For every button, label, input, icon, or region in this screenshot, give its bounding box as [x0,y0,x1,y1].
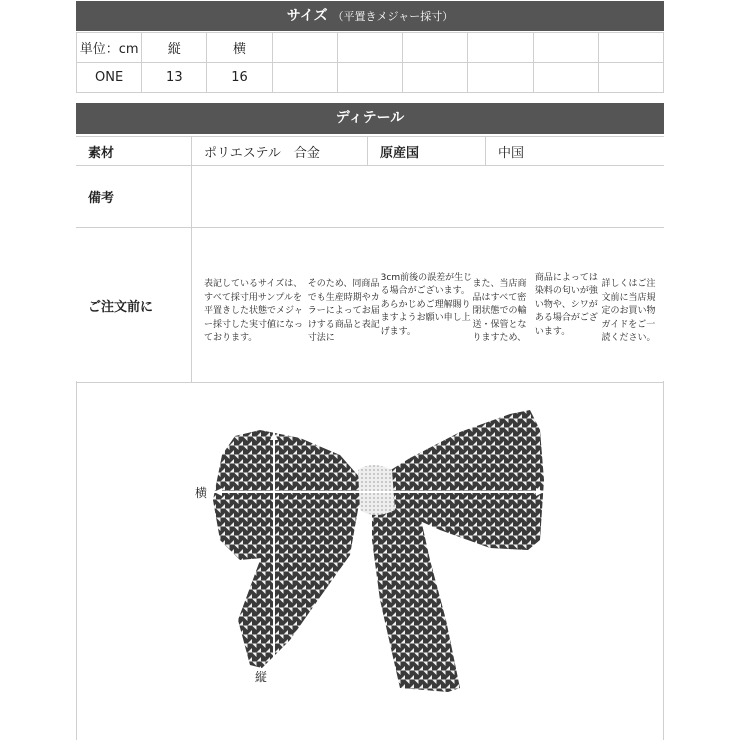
notice-line: また、当店商品はすべて密閉状態での輸送・保管となりますため、 [472,279,527,344]
height-label: 縦 [255,670,268,684]
notice-label: ご注文前に [76,228,192,382]
size-cell-name: ONE [77,63,142,93]
detail-title: ディテール [335,110,405,126]
height-arrow-bottom-icon [270,672,278,680]
origin-value: 中国 [498,145,525,161]
notice-line: 詳しくはご注文前に当店規定のお買い物ガイドをご一読ください。 [601,279,656,344]
remarks-label: 備考 [76,166,192,227]
notice-line: 3cm前後の誤差が生じる場合がございます。あらかじめご理解賜りますようお願い申し上げます。 [380,272,473,337]
material-value: ポリエステル 合金 [192,137,368,165]
size-header-length: 縦 [142,33,207,63]
size-cell-width: 16 [207,63,272,93]
size-header-unit: 単位：cm [77,33,142,63]
notice-line: 商品によっては染料の匂いが強い物や、シワがある場合がございます。 [534,272,598,337]
bow-knot [358,465,395,515]
material-label: 素材 [76,137,192,165]
size-header-width: 横 [207,33,272,63]
notice-line: そのため、同商品でも生産時期やカラーによってお届けする商品と表記寸法に [307,279,380,344]
size-subtitle: （平置きメジャー採寸） [332,10,454,23]
width-label: 横 [195,486,208,500]
notice-line: 表記しているサイズは、すべて採寸用サンプルを平置きした状態でメジャー採寸した実寸値になっております。 [204,279,304,344]
size-cell-length: 13 [142,63,207,93]
origin-label: 原産国 [368,137,486,165]
size-title: サイズ [286,8,328,24]
